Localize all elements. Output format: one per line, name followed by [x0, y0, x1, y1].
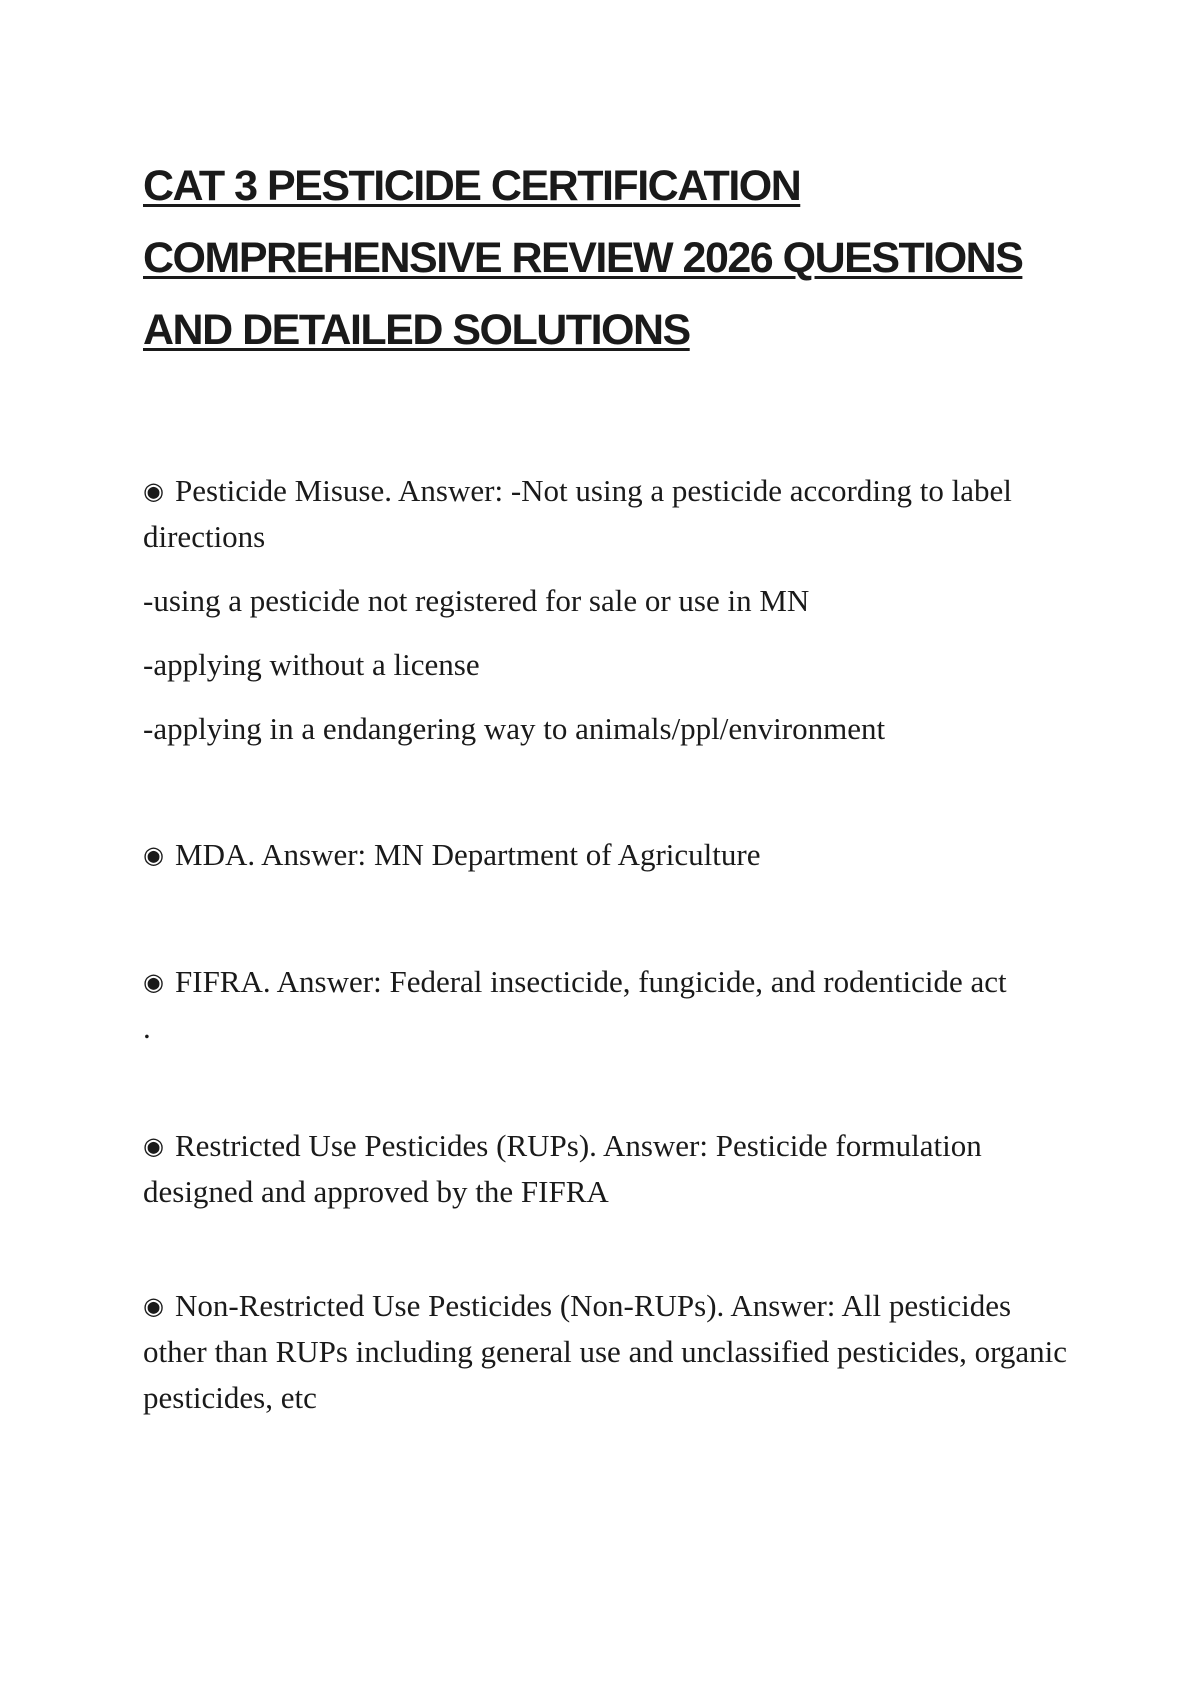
answer-continuation: -using a pesticide not registered for sale or use in MN: [143, 583, 810, 618]
qa-line: [143, 1283, 1073, 1421]
answer-label: Answer:: [602, 1128, 708, 1163]
trailing-period: .: [143, 1010, 151, 1045]
radio-bullet-icon: ◉: [143, 1292, 164, 1320]
answer-continuation: -applying without a license: [143, 647, 480, 682]
question-text: MDA.: [175, 837, 256, 872]
qa-line: [143, 832, 1073, 878]
question-text: Non-Restricted Use Pesticides (Non-RUPs).: [175, 1288, 725, 1323]
answer-label: Answer:: [261, 837, 367, 872]
radio-bullet-icon: ◉: [143, 841, 164, 869]
question-text: Pesticide Misuse.: [175, 473, 392, 508]
answer-text: -Not using a pesticide according to label directions: [143, 473, 1012, 554]
title-line-3: AND DETAILED SOLUTIONS: [143, 306, 690, 354]
answer-text: Federal insecticide, fungicide, and rodenticide act: [389, 964, 1007, 999]
qa-item-pesticide-misuse: [143, 468, 1073, 752]
answer-continuation: -applying in a endangering way to animals/ppl/environment: [143, 711, 886, 746]
document-title: [143, 150, 1073, 366]
radio-bullet-icon: ◉: [143, 477, 164, 505]
answer-label: Answer:: [398, 473, 504, 508]
answer-text: Pesticide formulation designed and approved by the FIFRA: [143, 1128, 982, 1209]
qa-list: [143, 468, 1073, 1421]
answer-label: Answer:: [276, 964, 382, 999]
qa-line: [143, 468, 1073, 560]
qa-item-non-rups: [143, 1283, 1073, 1421]
document-page: [143, 150, 1073, 1421]
question-text: Restricted Use Pesticides (RUPs).: [175, 1128, 597, 1163]
qa-line: [143, 959, 1073, 1051]
answer-text: All pesticides other than RUPs including general use and unclassified pesticides, organic pesticides, etc: [143, 1288, 1068, 1415]
title-line-1: CAT 3 PESTICIDE CERTIFICATION: [143, 162, 801, 210]
question-text: FIFRA.: [175, 964, 271, 999]
qa-item-mda: [143, 832, 1073, 878]
title-line-2: COMPREHENSIVE REVIEW 2026 QUESTIONS: [143, 234, 1023, 282]
qa-line: [143, 1123, 1073, 1215]
answer-label: Answer:: [730, 1288, 836, 1323]
radio-bullet-icon: ◉: [143, 1132, 164, 1160]
radio-bullet-icon: ◉: [143, 968, 164, 996]
qa-item-fifra: [143, 959, 1073, 1051]
answer-text: MN Department of Agriculture: [373, 837, 761, 872]
qa-item-rups: [143, 1123, 1073, 1215]
